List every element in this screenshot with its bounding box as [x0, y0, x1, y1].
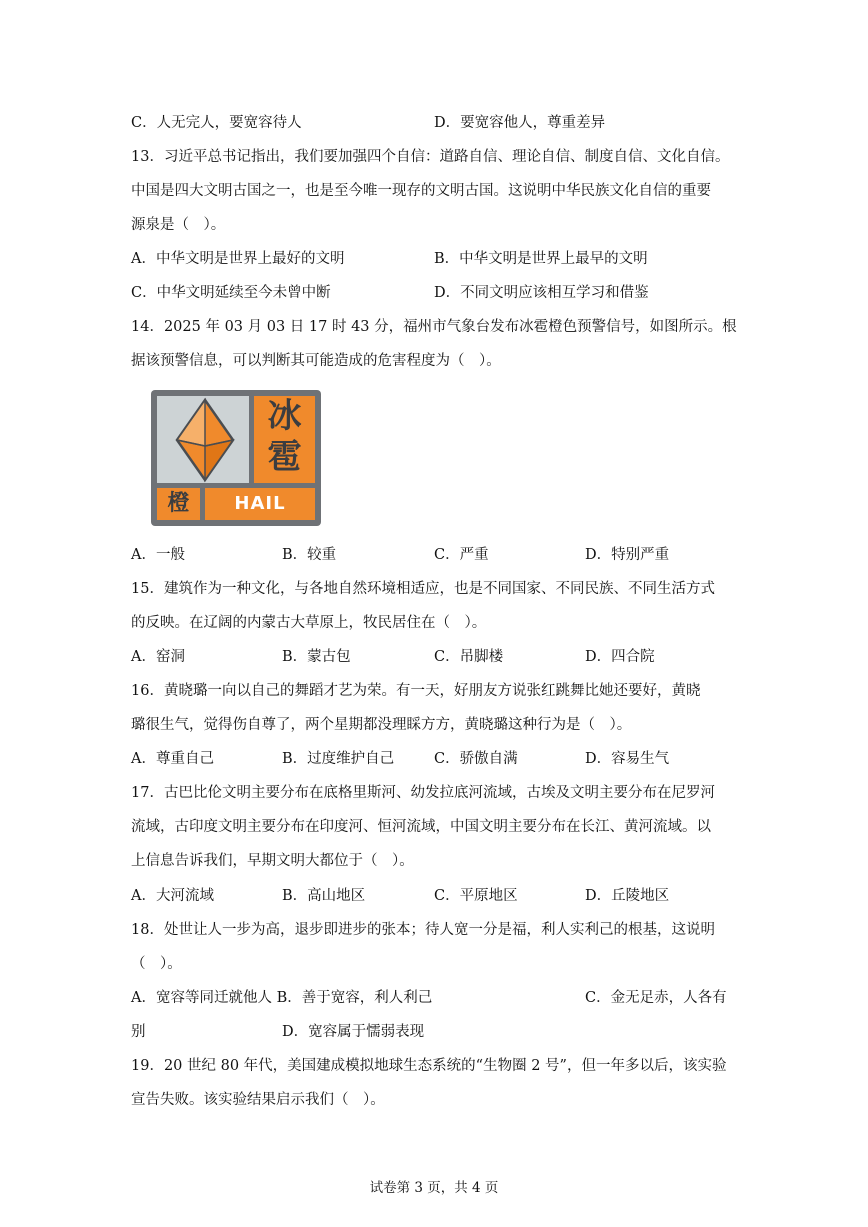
question-15-line-1: 15．建筑作为一种文化，与各地自然环境相适应，也是不同国家、不同民族、不同生活方式 — [131, 581, 715, 597]
sign-char-bing: 冰 — [267, 396, 302, 436]
question-15-option-c: C．吊脚楼 — [434, 649, 504, 665]
sign-icon-panel — [157, 396, 249, 483]
hail-diamond-icon — [157, 396, 249, 483]
question-16-line-2: 璐很生气，觉得伤自尊了，两个星期都没理睬方方，黄晓璐这种行为是（ ）。 — [131, 717, 632, 733]
question-18-line-1: 18．处世让人一步为高，退步即进步的张本；待人宽一分是福，利人实利己的根基，这说明 — [131, 922, 715, 938]
question-16-option-d: D．容易生气 — [585, 751, 670, 767]
sign-char-bao: 雹 — [267, 437, 302, 477]
question-13-option-d: D．不同文明应该相互学习和借鉴 — [434, 285, 649, 301]
question-13-option-c: C．中华文明延续至今未曾中断 — [131, 285, 331, 301]
question-18-options-ab: A．宽容等同迁就他人 B．善于宽容，利人利己 — [131, 990, 433, 1006]
question-13-option-a: A．中华文明是世界上最好的文明 — [131, 251, 345, 267]
question-18-option-d: D．宽容属于懦弱表现 — [282, 1024, 425, 1040]
question-14-option-b: B．较重 — [282, 547, 337, 563]
question-15-option-b: B．蒙古包 — [282, 649, 351, 665]
question-16-option-a: A．尊重自己 — [131, 751, 214, 767]
question-15-option-d: D．四合院 — [585, 649, 655, 665]
question-17-line-3: 上信息告诉我们，早期文明大都位于（ ）。 — [131, 853, 414, 869]
question-13-option-b: B．中华文明是世界上最早的文明 — [434, 251, 648, 267]
question-15-option-a: A．窑洞 — [131, 649, 185, 665]
question-16-option-c: C．骄傲自满 — [434, 751, 518, 767]
question-17-line-1: 17．古巴比伦文明主要分布在底格里斯河、幼发拉底河流域，古埃及文明主要分布在尼罗河 — [131, 785, 715, 801]
sign-color-char: 橙 — [157, 488, 200, 520]
question-14-option-c: C．严重 — [434, 547, 489, 563]
hail-orange-warning-sign — [151, 390, 321, 526]
question-13-line-2: 中国是四大文明古国之一，也是至今唯一现存的文明古国。这说明中华民族文化自信的重要 — [131, 183, 711, 199]
question-14-option-a: A．一般 — [131, 547, 185, 563]
question-18-option-c: C．金无足赤，人各有 — [585, 990, 727, 1006]
option-c: C．人无完人，要宽容待人 — [131, 115, 302, 131]
question-16-option-b: B．过度维护自己 — [282, 751, 395, 767]
question-17-option-b: B．高山地区 — [282, 888, 366, 904]
question-19-line-2: 宣告失败。该实验结果启示我们（ ）。 — [131, 1092, 385, 1108]
question-18-option-c-continued: 别 — [131, 1024, 146, 1040]
question-14-line-2: 据该预警信息，可以判断其可能造成的危害程度为（ ）。 — [131, 353, 501, 369]
question-17-line-2: 流域，古印度文明主要分布在印度河、恒河流域，中国文明主要分布在长江、黄河流域。以 — [131, 819, 711, 835]
question-15-line-2: 的反映。在辽阔的内蒙古大草原上，牧民居住在（ ）。 — [131, 615, 487, 631]
question-13-line-1: 13．习近平总书记指出，我们要加强四个自信：道路自信、理论自信、制度自信、文化自信。 — [131, 149, 730, 165]
question-14-line-1: 14．2025 年 03 月 03 日 17 时 43 分，福州市气象台发布冰雹橙色预警信号，如图所示。根 — [131, 319, 737, 335]
sign-english-label: HAIL — [205, 488, 315, 520]
question-14-option-d: D．特别严重 — [585, 547, 670, 563]
question-17-option-a: A．大河流域 — [131, 888, 214, 904]
question-17-option-c: C．平原地区 — [434, 888, 518, 904]
sign-title — [254, 396, 315, 483]
page-footer: 试卷第 3 页，共 4 页 — [369, 1180, 499, 1196]
question-19-line-1: 19．20 世纪 80 年代，美国建成模拟地球生态系统的“生物圈 2 号”，但一年多以后，该实验 — [131, 1058, 727, 1074]
question-18-line-2: （ ）。 — [131, 956, 182, 972]
question-13-line-3: 源泉是（ ）。 — [131, 217, 226, 233]
option-d: D．要宽容他人，尊重差异 — [434, 115, 606, 131]
question-17-option-d: D．丘陵地区 — [585, 888, 670, 904]
question-16-line-1: 16．黄晓璐一向以自己的舞蹈才艺为荣。有一天，好朋友方说张红跳舞比她还要好，黄晓 — [131, 683, 701, 699]
